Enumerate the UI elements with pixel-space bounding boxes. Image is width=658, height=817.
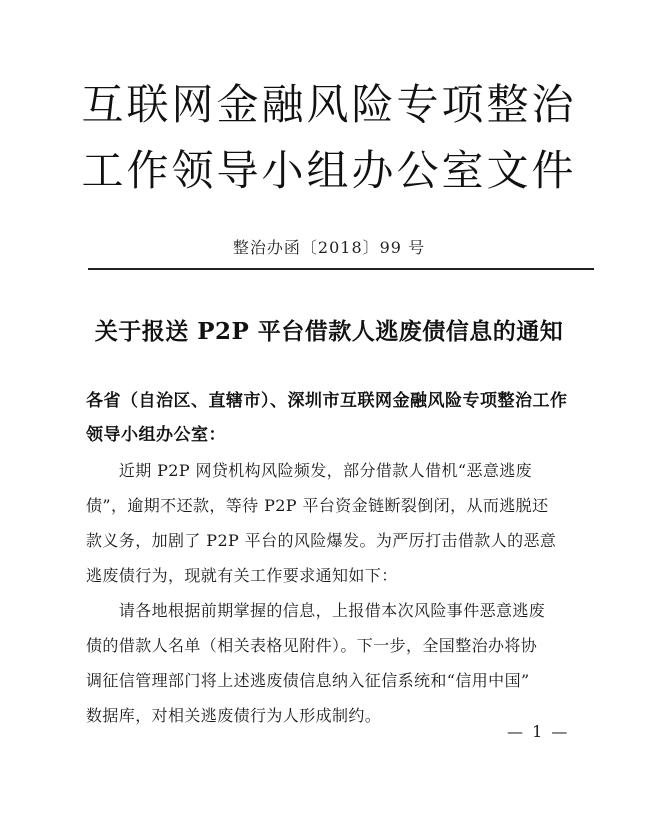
page-number: — 1 — [507,722,570,741]
paragraph-1 [86,453,586,593]
paragraph-line: 请各地根据前期掌握的信息，上报借本次风险事件恶意逃废 [86,601,546,620]
recipient-block [86,384,586,452]
paragraph-line: 逃废债行为，现就有关工作要求通知如下： [86,566,398,585]
recipient-line: 领导小组办公室： [86,425,226,445]
paragraph-line: 款义务，加剧了 P2P 平台的风险爆发。为严厉打击借款人的恶意 [86,531,557,550]
notice-title: 关于报送 P2P 平台借款人逃废债信息的通知 [94,318,564,345]
issuer-title-line1: 互联网金融风险专项整治 [81,80,577,129]
document-number: 整治办函〔2018〕99 号 [232,238,426,257]
paragraph-line: 近期 P2P 网贷机构风险频发，部分借款人借机“恶意逃废 [86,461,533,480]
paragraph-line: 债的借款人名单（相关表格见附件）。下一步，全国整治办将协 [86,636,538,655]
issuer-title-line2: 工作领导小组办公室文件 [81,146,577,195]
paragraph-line: 数据库，对相关逃废债行为人形成制约。 [86,706,382,725]
paragraph-line: 调征信管理部门将上述逃废债信息纳入征信系统和“信用中国” [86,671,530,690]
recipient-line: 各省（自治区、直辖市）、深圳市互联网金融风险专项整治工作 [86,391,568,411]
paragraph-2 [86,593,586,733]
header-divider [88,268,594,270]
paragraph-line: 债”，逾期不还款，等待 P2P 平台资金链断裂倒闭，从而逃脱还 [86,496,549,515]
